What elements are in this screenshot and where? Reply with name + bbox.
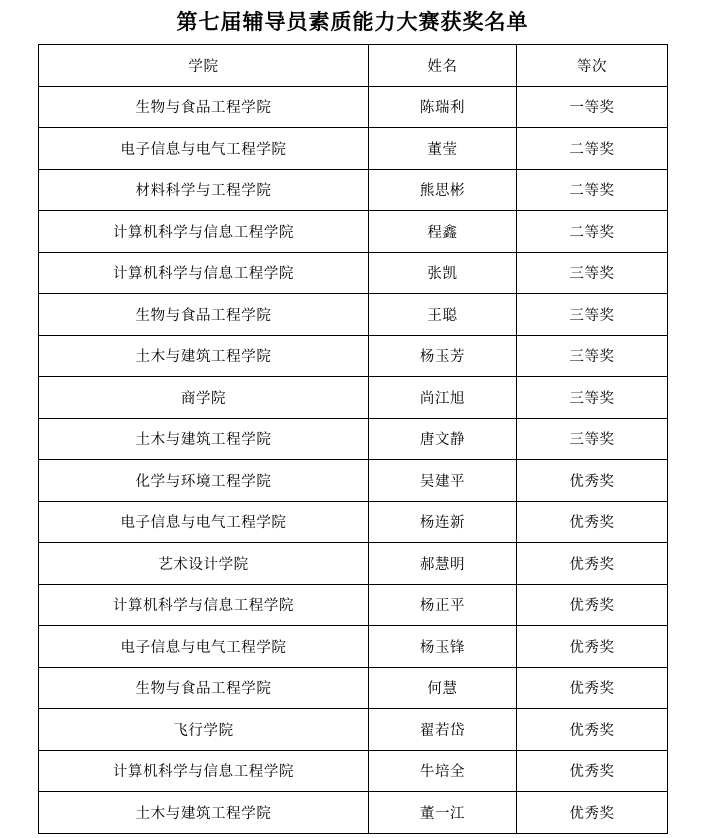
table-row [39, 667, 668, 709]
cell-college: 生物与食品工程学院 [39, 86, 369, 128]
cell-college: 土木与建筑工程学院 [39, 418, 369, 460]
table-header-row [39, 45, 668, 87]
cell-grade: 二等奖 [517, 128, 668, 170]
cell-name: 王聪 [369, 294, 517, 336]
cell-name: 程鑫 [369, 211, 517, 253]
table-row [39, 543, 668, 585]
table-row [39, 86, 668, 128]
table-row [39, 335, 668, 377]
cell-name: 熊思彬 [369, 169, 517, 211]
award-list-table [38, 44, 668, 834]
cell-name: 董一江 [369, 792, 517, 834]
cell-name: 尚江旭 [369, 377, 517, 419]
cell-college: 电子信息与电气工程学院 [39, 128, 369, 170]
column-header-college: 学院 [39, 45, 369, 87]
cell-grade: 二等奖 [517, 169, 668, 211]
cell-grade: 优秀奖 [517, 543, 668, 585]
cell-grade: 三等奖 [517, 418, 668, 460]
table-body [39, 86, 668, 833]
cell-name: 杨玉锋 [369, 626, 517, 668]
cell-grade: 优秀奖 [517, 501, 668, 543]
table-row [39, 501, 668, 543]
cell-college: 土木与建筑工程学院 [39, 335, 369, 377]
cell-college: 计算机科学与信息工程学院 [39, 750, 369, 792]
cell-college: 艺术设计学院 [39, 543, 369, 585]
cell-college: 商学院 [39, 377, 369, 419]
cell-name: 牛培全 [369, 750, 517, 792]
cell-name: 董莹 [369, 128, 517, 170]
table-row [39, 792, 668, 834]
cell-name: 杨连新 [369, 501, 517, 543]
cell-name: 唐文静 [369, 418, 517, 460]
cell-name: 吴建平 [369, 460, 517, 502]
cell-college: 电子信息与电气工程学院 [39, 501, 369, 543]
cell-college: 材料科学与工程学院 [39, 169, 369, 211]
cell-name: 何慧 [369, 667, 517, 709]
table-row [39, 294, 668, 336]
table-row [39, 460, 668, 502]
column-header-grade: 等次 [517, 45, 668, 87]
table-row [39, 750, 668, 792]
cell-college: 计算机科学与信息工程学院 [39, 211, 369, 253]
cell-grade: 优秀奖 [517, 792, 668, 834]
table-row [39, 418, 668, 460]
table-row [39, 709, 668, 751]
column-header-name: 姓名 [369, 45, 517, 87]
cell-grade: 三等奖 [517, 294, 668, 336]
cell-college: 生物与食品工程学院 [39, 667, 369, 709]
cell-college: 计算机科学与信息工程学院 [39, 252, 369, 294]
cell-name: 杨玉芳 [369, 335, 517, 377]
cell-grade: 优秀奖 [517, 750, 668, 792]
table-row [39, 252, 668, 294]
table-row [39, 169, 668, 211]
cell-college: 计算机科学与信息工程学院 [39, 584, 369, 626]
cell-college: 电子信息与电气工程学院 [39, 626, 369, 668]
cell-name: 陈瑞利 [369, 86, 517, 128]
cell-name: 张凯 [369, 252, 517, 294]
cell-grade: 三等奖 [517, 252, 668, 294]
award-table-container [0, 44, 705, 834]
page-title: 第七届辅导员素质能力大赛获奖名单 [176, 10, 529, 34]
cell-grade: 二等奖 [517, 211, 668, 253]
table-header [39, 45, 668, 87]
cell-name: 杨正平 [369, 584, 517, 626]
cell-grade: 一等奖 [517, 86, 668, 128]
cell-grade: 优秀奖 [517, 584, 668, 626]
cell-college: 土木与建筑工程学院 [39, 792, 369, 834]
cell-grade: 三等奖 [517, 335, 668, 377]
cell-grade: 优秀奖 [517, 626, 668, 668]
cell-grade: 三等奖 [517, 377, 668, 419]
table-row [39, 377, 668, 419]
cell-college: 生物与食品工程学院 [39, 294, 369, 336]
cell-name: 翟若岱 [369, 709, 517, 751]
table-row [39, 584, 668, 626]
table-row [39, 211, 668, 253]
table-row [39, 128, 668, 170]
cell-grade: 优秀奖 [517, 667, 668, 709]
cell-grade: 优秀奖 [517, 460, 668, 502]
cell-grade: 优秀奖 [517, 709, 668, 751]
cell-name: 郝慧明 [369, 543, 517, 585]
cell-college: 化学与环境工程学院 [39, 460, 369, 502]
table-row [39, 626, 668, 668]
cell-college: 飞行学院 [39, 709, 369, 751]
